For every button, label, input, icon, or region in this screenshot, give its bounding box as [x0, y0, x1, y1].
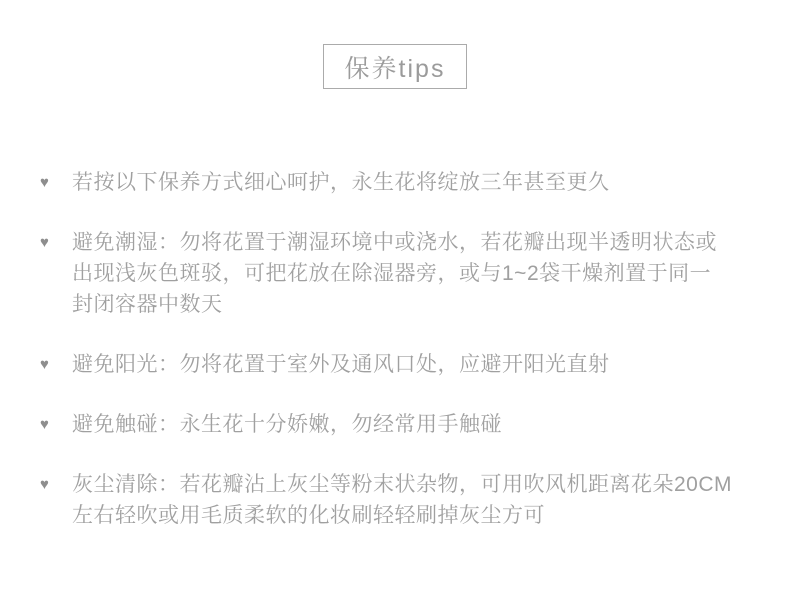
list-item	[40, 409, 770, 440]
tip-text	[72, 227, 770, 320]
title-box	[323, 44, 467, 89]
list-item	[40, 167, 770, 198]
tip-line: 若按以下保养方式细心呵护，永生花将绽放三年甚至更久	[72, 171, 610, 194]
heart-icon: ♥	[40, 476, 49, 493]
tip-line: 避免阳光：勿将花置于室外及通风口处，应避开阳光直射	[72, 353, 610, 376]
tip-line: 出现浅灰色斑驳，可把花放在除湿器旁，或与1~2袋干燥剂置于同一	[72, 262, 712, 285]
page-title: 保养tips	[344, 54, 446, 83]
list-item	[40, 227, 770, 320]
tip-text	[72, 349, 770, 380]
care-tips-list	[40, 167, 770, 560]
heart-icon: ♥	[40, 174, 49, 191]
tip-text	[72, 469, 770, 531]
tip-line: 灰尘清除：若花瓣沾上灰尘等粉末状杂物，可用吹风机距离花朵20CM	[72, 473, 733, 496]
heart-icon: ♥	[40, 416, 49, 433]
tip-text	[72, 167, 770, 198]
tip-line: 左右轻吹或用毛质柔软的化妆刷轻轻刷掉灰尘方可	[72, 504, 545, 527]
tip-line: 封闭容器中数天	[72, 293, 223, 316]
tip-line: 避免触碰：永生花十分娇嫩，勿经常用手触碰	[72, 413, 502, 436]
tip-text	[72, 409, 770, 440]
tip-line: 避免潮湿：勿将花置于潮湿环境中或浇水，若花瓣出现半透明状态或	[72, 231, 717, 254]
heart-icon: ♥	[40, 234, 49, 251]
list-item	[40, 349, 770, 380]
list-item	[40, 469, 770, 531]
heart-icon: ♥	[40, 356, 49, 373]
